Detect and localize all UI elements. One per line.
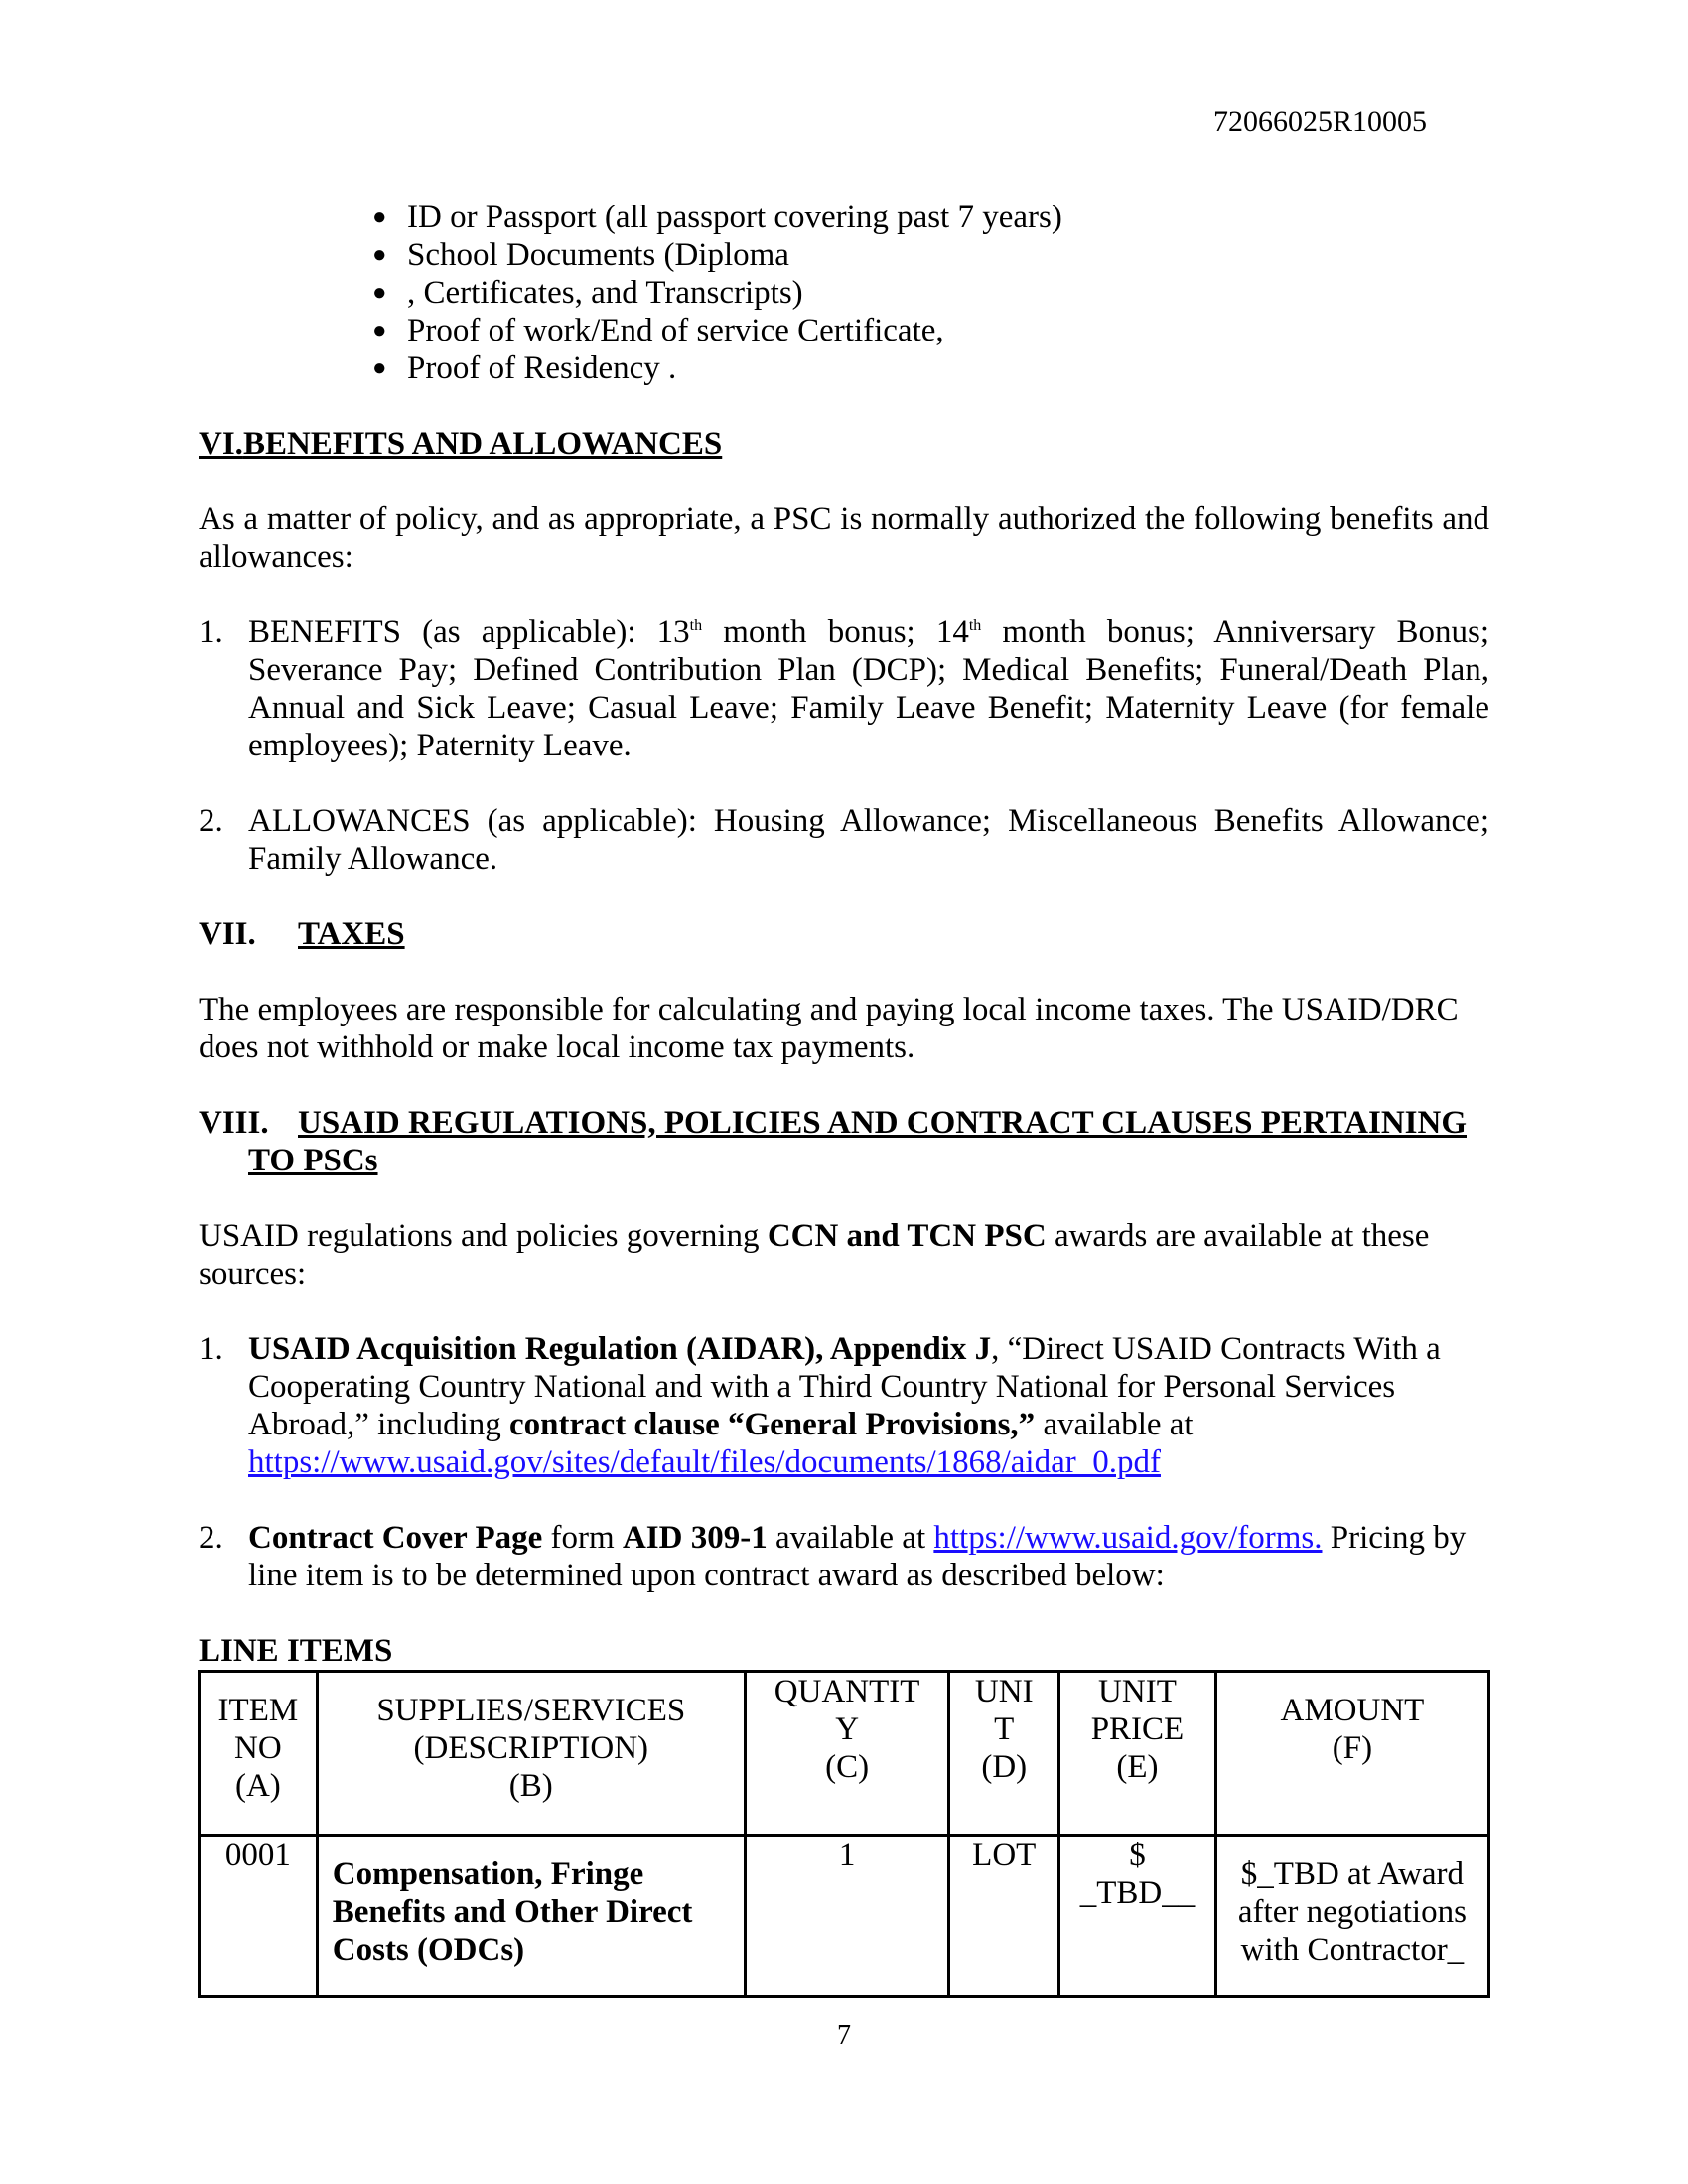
document-id: 72066025R10005 [1213, 105, 1428, 138]
cover-page-item: 2. Contract Cover Page form AID 309-1 available at https://www.usaid.gov/forms. Pricing by line item is to be determined upon contract award as described below: [199, 1520, 1467, 1593]
section-vii-text: The employees are responsible for calculating and paying local income taxes. The USAID/DRC does not withhold or make local income tax payments. [199, 992, 1459, 1065]
header-amount: AMOUNT (F) [1215, 1672, 1488, 1836]
section-viii-intro: USAID regulations and policies governing CCN and TCN PSC awards are available at these sources: [199, 1218, 1430, 1292]
aidar-link[interactable]: https://www.usaid.gov/sites/default/files/documents/1868/aidar_0.pdf [248, 1444, 1161, 1480]
list-item: ● , Certificates, and Transcripts) [372, 275, 803, 311]
header-unit: UNI T (D) [949, 1672, 1059, 1836]
list-item: ● School Documents (Diploma [372, 237, 789, 273]
cell-unit-price: $ _TBD__ [1059, 1836, 1216, 1997]
header-item-no: ITEM NO (A) [200, 1672, 318, 1836]
bullet-icon: ● [372, 318, 387, 343]
page-number: 7 [837, 2020, 851, 2051]
bullet-icon: ● [372, 242, 387, 268]
section-vii-heading: VII. TAXES [199, 916, 405, 952]
bullet-icon: ● [372, 355, 387, 381]
list-item: ● Proof of work/End of service Certificate, [372, 313, 944, 348]
cell-amount: $_TBD at Award after negotiations with Contractor_ [1215, 1836, 1488, 1997]
section-viii-heading: VIII. USAID REGULATIONS, POLICIES AND CONTRACT CLAUSES PERTAINING TO PSCs [199, 1105, 1467, 1178]
header-quantity: QUANTIT Y (C) [745, 1672, 949, 1836]
page-body [199, 199, 1489, 1998]
allowances-item: 2. ALLOWANCES (as applicable): Housing Allowance; Miscellaneous Benefits Allowance; Family Allowance. [199, 803, 1489, 877]
header-description: SUPPLIES/SERVICES (DESCRIPTION) (B) [317, 1672, 745, 1836]
list-item: ● ID or Passport (all passport covering past 7 years) [372, 200, 1062, 235]
bullet-icon: ● [372, 205, 387, 230]
cell-quantity: 1 [745, 1836, 949, 1997]
required-documents-list [199, 199, 1489, 387]
cell-description: Compensation, Fringe Benefits and Other Direct Costs (ODCs) [317, 1836, 745, 1997]
list-item: ● Proof of Residency . [372, 350, 677, 386]
cell-unit: LOT [949, 1836, 1059, 1997]
header-unit-price: UNIT PRICE (E) [1059, 1672, 1216, 1836]
section-vi-intro: As a matter of policy, and as appropriate, a PSC is normally authorized the following benefits and allowances: [199, 501, 1489, 575]
line-items-title: LINE ITEMS [199, 1633, 393, 1669]
benefits-item: 1. BENEFITS (as applicable): 13th month bonus; 14th month bonus; Anniversary Bonus; Severance Pay; Defined Contribution Plan (DCP); Medical Benefits; Funeral/Death Plan, Annual and Sick Leave; Casual Leave; Family Leave Benefit; Maternity Leave (for female employees); Paternity Leave. [199, 614, 1489, 763]
aidar-item: 1. USAID Acquisition Regulation (AIDAR), Appendix J, “Direct USAID Contracts With a Cooperating Country National and with a Third Country National for Personal Services Abroad,” including contract clause “General Provisions,” available at https://www.usaid.gov/sites/default/files/documents/1868/aidar_0.pdf [199, 1331, 1441, 1480]
bullet-icon: ● [372, 280, 387, 306]
table-header-row [200, 1672, 1489, 1836]
section-vi-heading: VI.BENEFITS AND ALLOWANCES [199, 426, 723, 462]
line-items-table [198, 1670, 1490, 1998]
cell-item-no: 0001 [200, 1836, 318, 1997]
table-row [200, 1836, 1489, 1997]
forms-link[interactable]: https://www.usaid.gov/forms. [933, 1520, 1323, 1556]
